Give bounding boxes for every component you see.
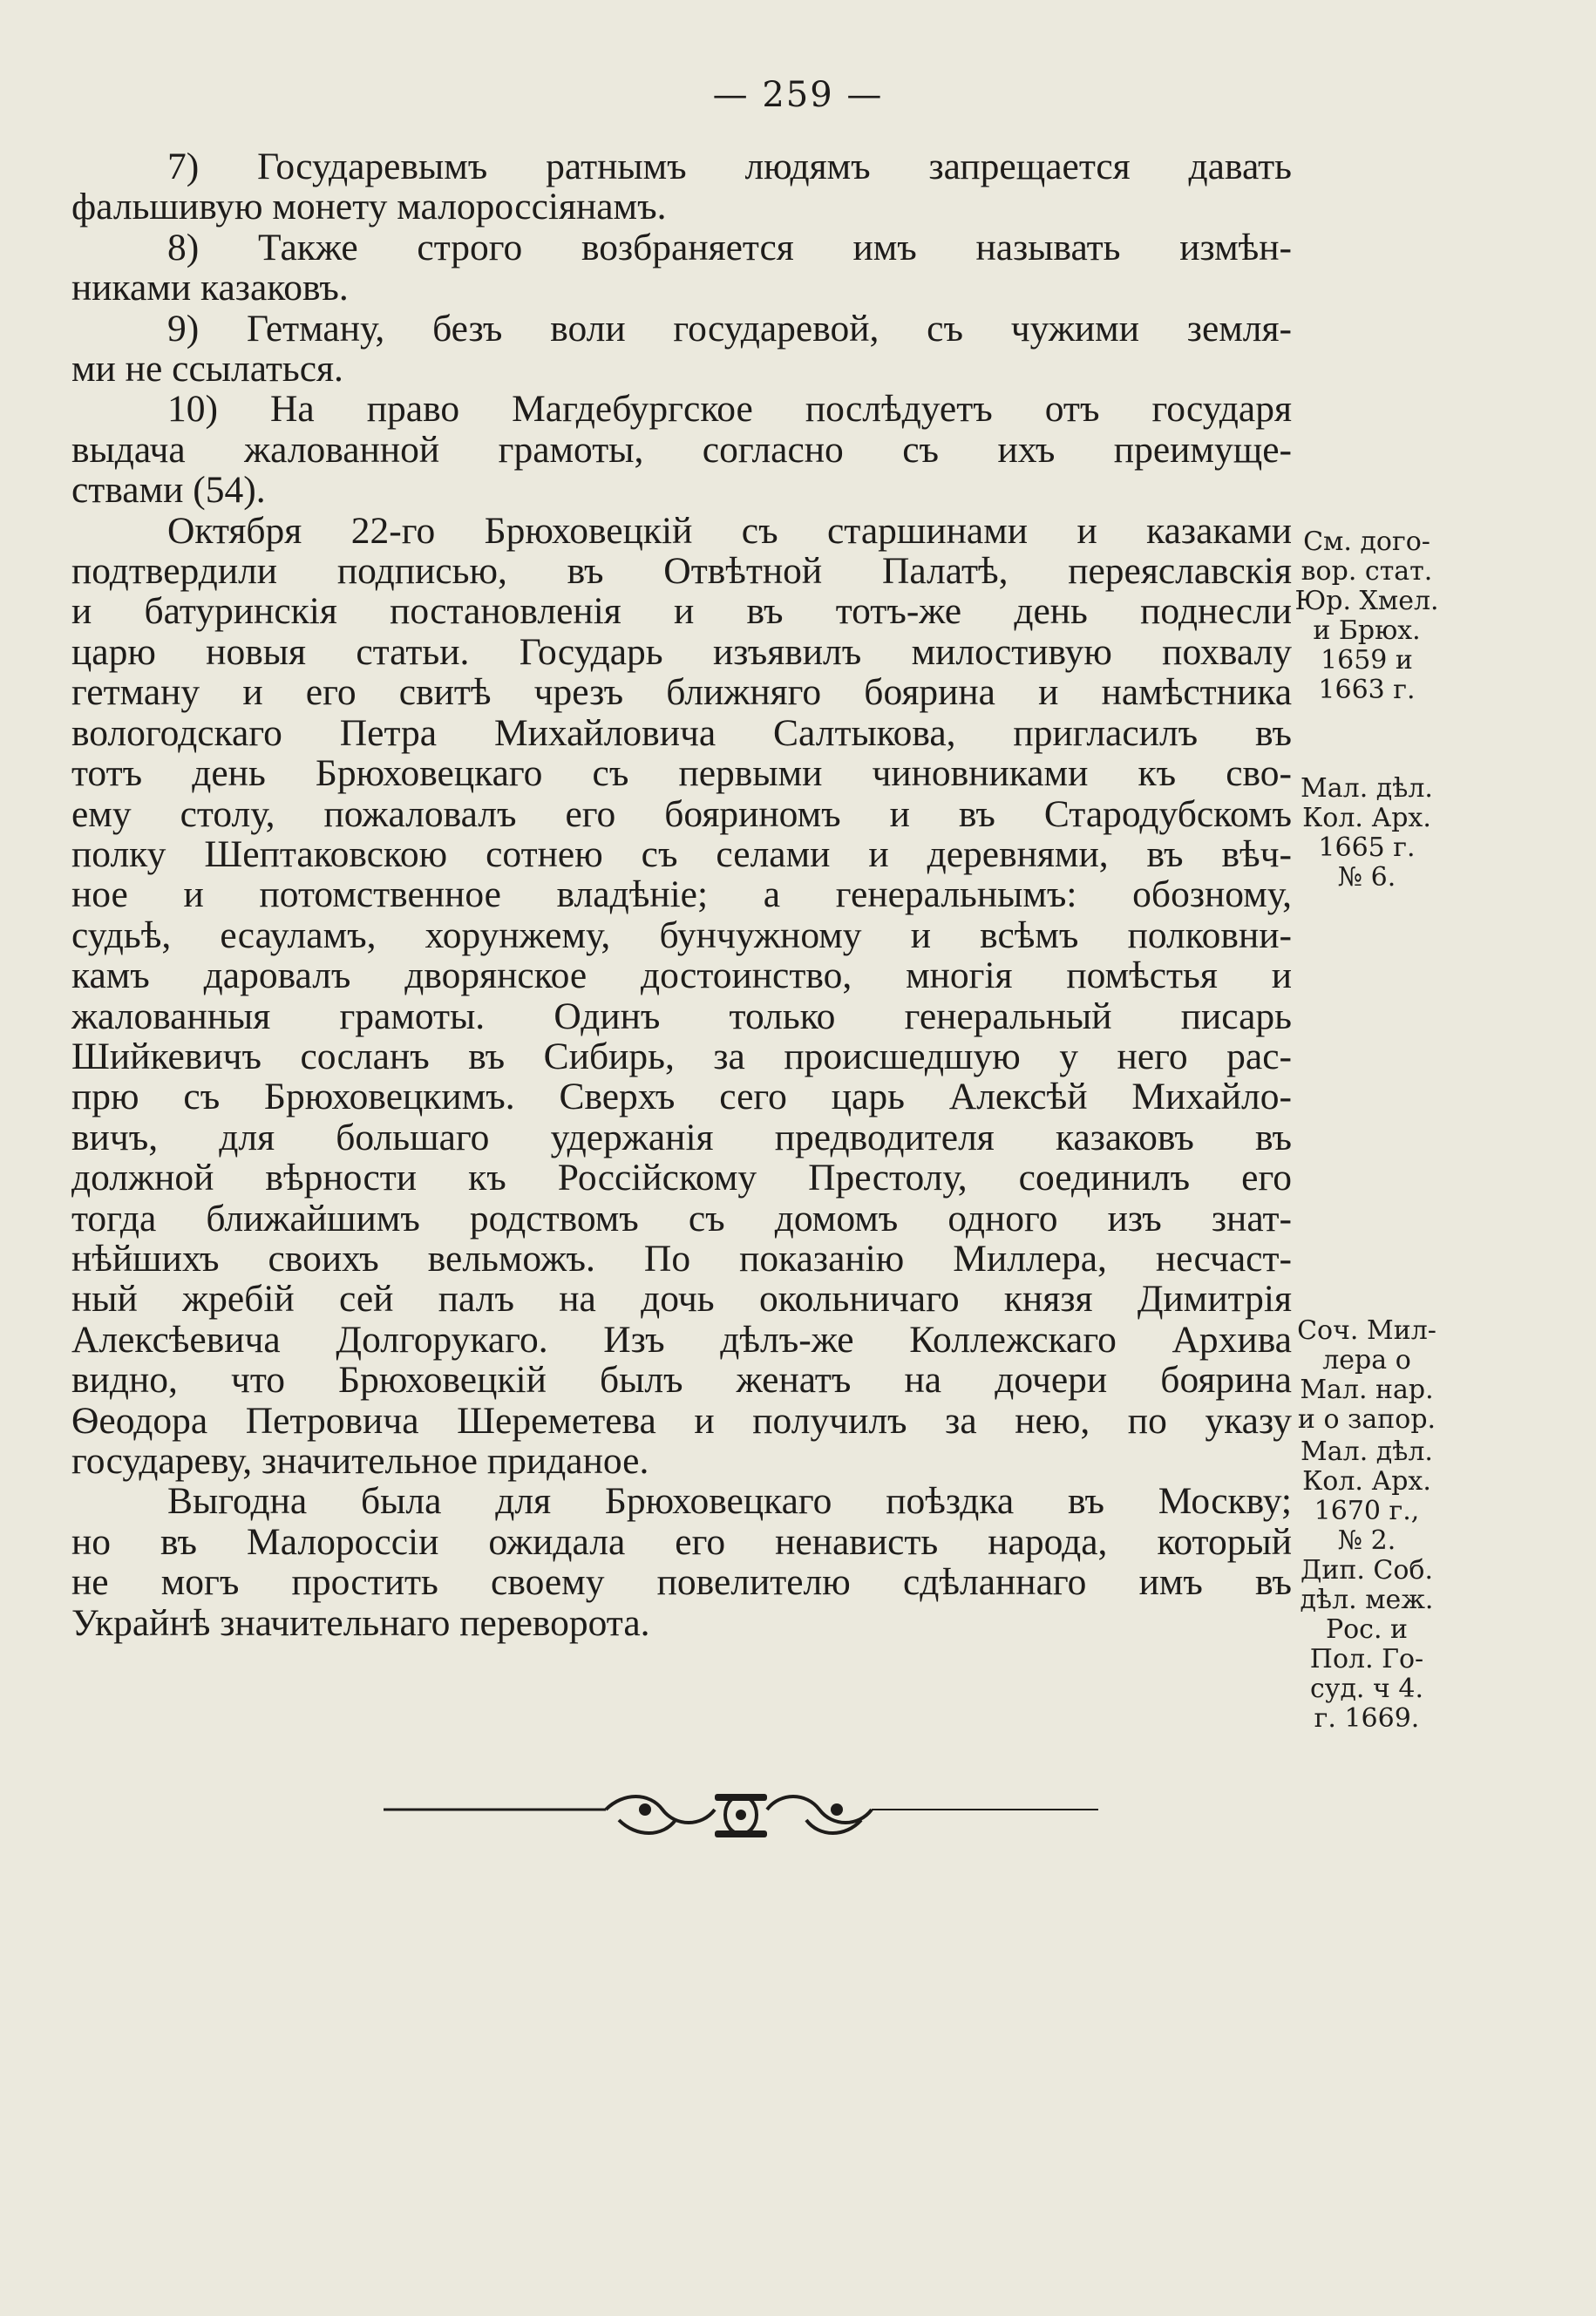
text-line: 8) Также строго возбраняется имъ называть измѣн- (167, 226, 1292, 268)
margin-note-line: Мал. дѣл. (1301, 1436, 1433, 1467)
text-line: фальшивую монету малороссіянамъ. (71, 186, 667, 228)
margin-note-line: Кол. Арх. (1302, 803, 1431, 833)
margin-note-line: лера о (1322, 1345, 1411, 1375)
margin-note-line: дѣл. меж. (1300, 1585, 1434, 1615)
text-line: тогда ближайшимъ родствомъ съ домомъ одного изъ знат- (71, 1197, 1292, 1240)
text-line: вологодскаго Петра Михайловича Салтыкова, пригласилъ въ (71, 711, 1292, 754)
text-line: ное и потомственное владѣніе; а генеральнымъ: обозному, (71, 873, 1292, 916)
text-line: подтвердили подписью, въ Отвѣтной Палатѣ, переяславскія (71, 550, 1292, 593)
text-line: царю новыя статьи. Государь изъявилъ милостивую похвалу (71, 630, 1292, 673)
margin-note-line: 1663 г. (1318, 675, 1416, 705)
text-line: камъ даровалъ дворянское достоинство, многія помѣстья и (71, 954, 1292, 997)
page-number: — 259 — (712, 75, 884, 115)
margin-note-line: 1659 и (1321, 645, 1413, 676)
text-line: ствами (54). (71, 469, 266, 512)
text-line: никами казаковъ. (71, 267, 349, 309)
margin-note (1271, 1556, 1463, 1734)
margin-note-line: Рос. и (1325, 1614, 1409, 1645)
margin-note (1271, 1316, 1463, 1435)
margin-note-line: суд. ч 4. (1310, 1674, 1423, 1704)
ornament-divider (384, 1785, 1098, 1864)
text-line: ми не ссылаться. (71, 348, 343, 391)
margin-note-line: Соч. Мил- (1297, 1315, 1436, 1346)
text-line: судьѣ, есауламъ, хорунжему, бунчужному и всѣмъ полковни- (71, 913, 1292, 956)
text-line: нѣйшихъ своихъ вельможъ. По показанію Миллера, несчаст- (71, 1237, 1292, 1280)
margin-note-line: Мал. нар. (1300, 1375, 1434, 1405)
text-line: но въ Малороссіи ожидала его ненависть народа, который (71, 1520, 1292, 1563)
margin-note (1271, 1437, 1463, 1556)
text-line: видно, что Брюховецкій былъ женатъ на дочери боярина (71, 1359, 1292, 1402)
margin-note (1271, 774, 1463, 893)
text-line: вичъ, для большаго удержанія предводителя казаковъ въ (71, 1116, 1292, 1158)
text-line: должной вѣрности къ Россійскому Престолу, соединилъ его (71, 1157, 1292, 1199)
text-line: выдача жалованной грамоты, согласно съ ихъ преимуще- (71, 428, 1292, 471)
text-line: тотъ день Брюховецкаго съ первыми чиновниками къ сво- (71, 752, 1292, 795)
text-line: не могъ простить своему повелителю сдѣланнаго имъ въ (71, 1561, 1292, 1604)
margin-note-line: г. 1669. (1314, 1703, 1420, 1734)
text-line: гетману и его свитѣ чрезъ ближняго боярина и намѣстника (71, 671, 1292, 714)
margin-note (1271, 527, 1463, 705)
text-line: 7) Государевымъ ратнымъ людямъ запрещается давать (167, 146, 1292, 187)
margin-note-line: и Брюх. (1313, 615, 1421, 646)
margin-note-line: 1665 г. (1318, 832, 1416, 863)
text-line: прю съ Брюховецкимъ. Сверхъ сего царь Алексѣй Михайло- (71, 1076, 1292, 1118)
text-line: 9) Гетману, безъ воли государевой, съ чужими земля- (167, 307, 1292, 350)
text-line: Украйнѣ значительнаго переворота. (71, 1601, 650, 1644)
margin-note-line: и о запор. (1297, 1404, 1436, 1435)
body-text (71, 146, 1292, 1643)
text-line: государеву, значительное приданое. (71, 1440, 649, 1482)
margin-note-line: Дип. Соб. (1300, 1555, 1434, 1586)
text-line: полку Шептаковскою сотнею съ селами и деревнями, въ вѣч- (71, 832, 1292, 875)
margin-note-line: Мал. дѣл. (1301, 773, 1433, 804)
margin-note-line: Пол. Го- (1309, 1644, 1424, 1674)
text-line: ный жребій сей палъ на дочь окольничаго князя Димитрія (71, 1278, 1292, 1321)
margin-note-line: № 2. (1337, 1525, 1396, 1556)
margin-note-line: Кол. Арх. (1302, 1466, 1431, 1497)
margin-note-line: Юр. Хмел. (1294, 586, 1439, 616)
margin-note-line: № 6. (1337, 862, 1396, 893)
text-line: жалованныя грамоты. Одинъ только генеральный писарь (71, 995, 1292, 1037)
margin-note-line: См. дого- (1303, 526, 1430, 557)
text-line: Октября 22-го Брюховецкій съ старшинами и казаками (167, 509, 1292, 552)
margin-note-line: вор. стат. (1301, 556, 1433, 587)
text-line: Шийкевичъ сосланъ въ Сибирь, за происшедшую у него рас- (71, 1035, 1292, 1077)
text-line: Ѳеодора Петровича Шереметева и получилъ за нею, по указу (71, 1399, 1292, 1442)
text-line: Выгодна была для Брюховецкаго поѣздка въ Москву; (167, 1480, 1292, 1523)
text-line: и батуринскія постановленія и въ тотъ-же день поднесли (71, 590, 1292, 633)
text-line: Алексѣевича Долгорукаго. Изъ дѣлъ-же Коллежскаго Архива (71, 1318, 1292, 1361)
text-line: ему столу, пожаловалъ его бояриномъ и въ Стародубскомъ (71, 792, 1292, 835)
text-line: 10) На право Магдебургское послѣдуетъ отъ государя (167, 388, 1292, 431)
margin-note-line: 1670 г., (1314, 1496, 1420, 1526)
